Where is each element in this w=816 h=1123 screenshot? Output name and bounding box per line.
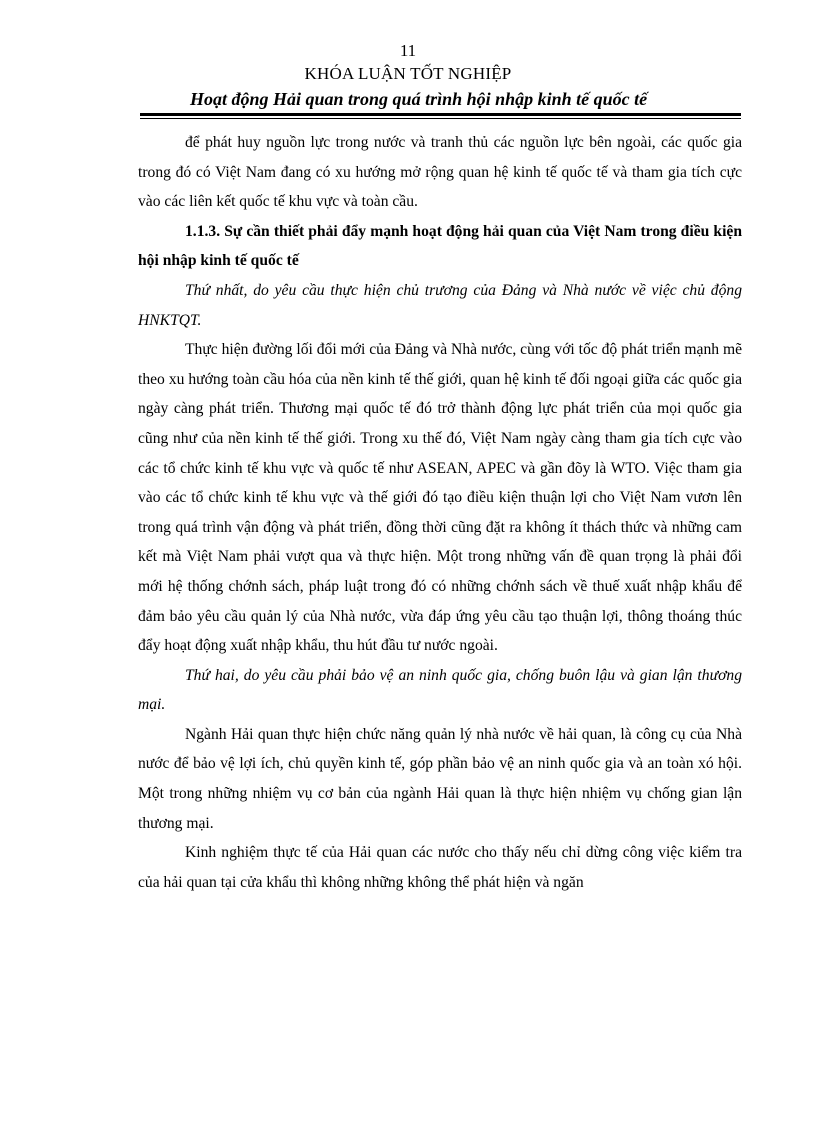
paragraph: Ngành Hải quan thực hiện chức năng quản lý nhà nước về hải quan, là công cụ của Nhà nước để bảo vệ lợi ích, chủ quyền kinh tế, góp phần bảo vệ an ninh quốc gia và an toàn xó hội. Một trong những nhiệm vụ cơ bản của ngành Hải quan là thực hiện nhiệm vụ chống gian lận thương mại. (138, 725, 742, 832)
paragraph-continuation: để phát huy nguồn lực trong nước và tranh thủ các nguồn lực bên ngoài, các quốc gia trong đó có Việt Nam đang có xu hướng mở rộng quan hệ kinh tế quốc tế và tham gia tích cực vào các liên kết quốc tế khu vực và toàn cầu. (138, 134, 742, 211)
document-body (138, 128, 742, 897)
reason-heading-1: Thứ nhất, do yêu cầu thực hiện chủ trương của Đảng và Nhà nước về việc chủ động HNKTQT. (138, 281, 742, 329)
page-number: 11 (399, 41, 417, 60)
paragraph: Kinh nghiệm thực tế của Hải quan các nước cho thấy nếu chỉ dừng công việc kiểm tra của hải quan tại cửa khẩu thì không những không thể phát hiện và ngăn (138, 844, 742, 891)
header-rule-thick (140, 113, 741, 116)
paragraph: Thực hiện đường lối đổi mới của Đảng và Nhà nước, cùng với tốc độ phát triển mạnh mẽ theo xu hướng toàn cầu hóa của nền kinh tế thế giới, quan hệ kinh tế đối ngoại giữa các quốc gia ngày càng phát triển. Thương mại quốc tế đó trở thành động lực phát triển của mọi quốc gia cũng như của nền kinh tế thế giới. Trong xu thế đó, Việt Nam ngày càng tham gia tích cực vào các tổ chức kinh tế khu vực và quốc tế như ASEAN, APEC và gần đõy là WTO. Việc tham gia vào các tổ chức kinh tế khu vực và thế giới đó tạo điều kiện thuận lợi cho Việt Nam vươn lên trong quá trình vận động và phát triển, đồng thời cũng đặt ra không ít thách thức và những cam kết mà Việt Nam phải vượt qua và thực hiện. Một trong những vấn đề quan trọng là phải đổi mới hệ thống chớnh sách, pháp luật trong đó có những chớnh sách về thuế xuất nhập khẩu để đảm bảo yêu cầu quản lý của Nhà nước, vừa đáp ứng yêu cầu tạo thuận lợi, thông thoáng thúc đẩy hoạt động xuất nhập khẩu, thu hút đầu tư nước ngoài. (138, 341, 742, 655)
reason-heading-2: Thứ hai, do yêu cầu phải bảo vệ an ninh quốc gia, chống buôn lậu và gian lận thương mại. (138, 666, 742, 714)
section-heading: 1.1.3. Sự cần thiết phải đẩy mạnh hoạt động hải quan của Việt Nam trong điều kiện hội nhập kinh tế quốc tế (138, 222, 742, 270)
thesis-title: Hoạt động Hải quan trong quá trình hội nhập kinh tế quốc tế (190, 89, 648, 109)
header-rule-thin (140, 118, 741, 119)
thesis-label: KHÓA LUẬN TỐT NGHIỆP (304, 64, 512, 83)
